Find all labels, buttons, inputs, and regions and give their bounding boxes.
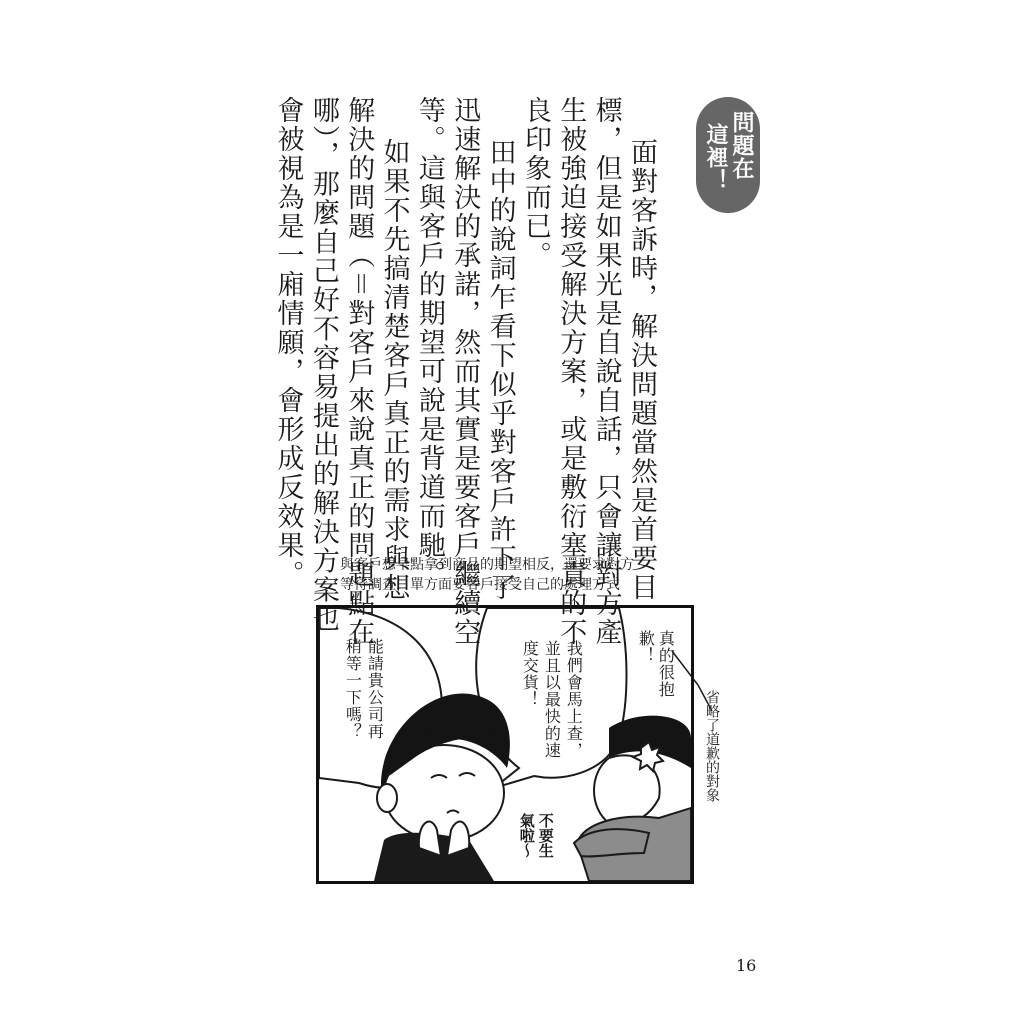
problem-here-badge: [696, 97, 760, 213]
body-text-line-9: 解決的問題（＝對客戶來說真正的問題點在: [343, 96, 375, 647]
promise-bubble-text-col-3: 度交貨！: [520, 640, 540, 708]
body-text-line-4: 良印象而已。: [519, 96, 551, 270]
body-text-line-5: 田中的說詞乍看下似乎對客戶許下了: [484, 138, 516, 602]
body-text-line-1: 面對客訴時，解決問題當然是首要目: [626, 138, 657, 602]
apology-bubble-text-col-2: 歉！: [636, 630, 656, 664]
body-text-line-6: 迅速解決的承諾，然而其實是要客戶繼續空: [449, 96, 481, 647]
man-ear: [377, 784, 397, 812]
badge-text-right: 問題在: [729, 111, 754, 180]
side-note-omitted-apology: 省略了道歉的對象: [704, 690, 720, 802]
apology-bubble-text-col-1: 真的很抱: [656, 630, 676, 698]
comic-caption-line-1: 與客戶想早點拿到商品的期望相反，還要求對方: [340, 557, 634, 573]
dont-be-angry-text-col-1: 不要生: [536, 813, 555, 858]
comic-caption-line-2: 等待調查，單方面要客戶接受自己的處理方式: [340, 577, 620, 593]
page-number: 16: [736, 956, 757, 975]
promise-bubble-text-col-1: 我們會馬上查，: [564, 640, 584, 759]
badge-text-left: 這裡！: [703, 123, 728, 192]
body-text-line-10: 哪），那麼自己好不容易提出的解決方案也: [307, 96, 339, 634]
body-text-line-3: 生被強迫接受解決方案，或是敷衍塞責的不: [555, 96, 587, 647]
body-text-line-8: 如果不先搞清楚客戶真正的需求與想: [378, 138, 410, 602]
request-bubble-text-col-1: 能請貴公司再: [365, 638, 385, 740]
body-text-line-7: 等。這與客戶的期望可說是背道而馳。: [413, 96, 445, 589]
body-text-line-11: 會被視為是一廂情願，會形成反效果。: [272, 96, 304, 589]
promise-bubble-text-col-2: 並且以最快的速: [542, 640, 562, 759]
request-bubble-text-col-2: 稍等一下嗎？: [343, 638, 363, 740]
body-text-line-2: 標，但是如果光是自說自話，只會讓對方產: [590, 96, 622, 647]
dont-be-angry-text-col-2: 氣啦～: [517, 813, 536, 858]
